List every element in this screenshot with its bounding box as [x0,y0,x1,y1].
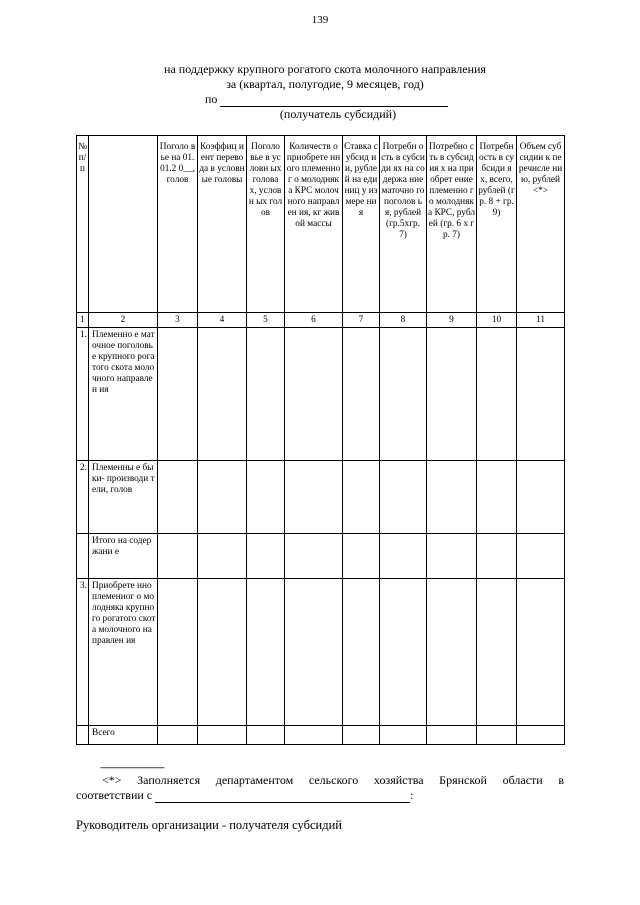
table-row [77,579,565,726]
row-number: 1. [77,328,89,461]
empty-cell [517,726,565,745]
column-header: Потребн ость в субсиди ях на содержа ние маточно го поголов ья, рублей (гр.5хгр. 7) [380,136,427,313]
empty-cell [158,726,198,745]
column-header: Поголо вье в условн ых голова х, условн ых голов [247,136,285,313]
footnote-blank-line [155,790,410,803]
empty-cell [198,461,247,534]
empty-cell [517,328,565,461]
empty-cell [343,461,380,534]
column-number: 9 [427,313,477,328]
column-number: 3 [158,313,198,328]
recipient-blank-line [220,94,448,107]
empty-cell [247,579,285,726]
empty-cell [247,328,285,461]
empty-cell [343,328,380,461]
column-header: Потребно сть в субсидия х на приобрет ение племенно го молодняк а КРС, рублей (гр. 6 х гр. 7) [427,136,477,313]
header-line-2: за (квартал, полугодие, 9 месяцев, год) [226,77,424,91]
empty-cell [380,579,427,726]
column-header: Поголо вье на 01.01.2 0__, голов [158,136,198,313]
empty-cell [517,579,565,726]
column-header: Ставка субсид ии, рублей на единиц у измере ния [343,136,380,313]
empty-cell [198,328,247,461]
column-number: 10 [477,313,517,328]
column-header: Количеств о приобрете нного племенног о молодняка КРС молочного направлен ия, кг живой массы [285,136,343,313]
empty-cell [343,726,380,745]
table-row [77,328,565,461]
column-header: Потребн ость в субсиди ях, всего, рублей (гр. 8 + гр. 9) [477,136,517,313]
empty-cell [343,534,380,579]
footnote-text: <*> Заполняется департаментом сельского хозяйства Брянской области в [102,773,564,787]
column-number: 4 [198,313,247,328]
column-number-row [77,313,565,328]
subsidy-table [76,135,565,745]
empty-cell [247,534,285,579]
empty-cell [198,579,247,726]
empty-cell [517,534,565,579]
row-name: Племенно е маточное поголовье крупного рогатого скота молочного направлен ия [89,328,158,461]
header-line-1: на поддержку крупного рогатого скота молочного направления [164,62,486,76]
empty-cell [427,461,477,534]
row-name: Приобрете нно племенног о молодняка крупного рогатого скота молочного направлен ия [89,579,158,726]
table-row [77,534,565,579]
column-number: 2 [89,313,158,328]
footnote [76,773,564,803]
row-name: Итого на содержани е [89,534,158,579]
empty-cell [198,534,247,579]
row-name: Племенны е быки- производи тели, голов [89,461,158,534]
empty-cell [198,726,247,745]
empty-cell [477,579,517,726]
row-number: 2. [77,461,89,534]
row-number [77,726,89,745]
empty-cell [343,579,380,726]
empty-cell [158,534,198,579]
header-line-3 [0,92,640,107]
footnote-prefix: соответствии с [76,788,153,802]
empty-cell [427,726,477,745]
footnote-separator: -------------------------------- [100,762,164,772]
row-name: Всего [89,726,158,745]
empty-cell [285,579,343,726]
empty-cell [380,726,427,745]
empty-cell [380,534,427,579]
column-number: 8 [380,313,427,328]
column-number: 1 [77,313,89,328]
signature-line: Руководитель организации - получателя субсидий [76,818,342,832]
empty-cell [247,726,285,745]
footnote-text-continued [76,788,564,803]
table-row [77,461,565,534]
page-number: 139 [311,14,329,26]
table-row [77,726,565,745]
column-header: Объем субсидии к перечисле нию, рублей <*> [517,136,565,313]
column-header: № п/п [77,136,89,313]
empty-cell [427,579,477,726]
empty-cell [380,328,427,461]
empty-cell [427,534,477,579]
empty-cell [477,461,517,534]
column-number: 5 [247,313,285,328]
empty-cell [380,461,427,534]
empty-cell [158,579,198,726]
empty-cell [285,461,343,534]
column-number: 11 [517,313,565,328]
header-po-label: по [205,92,218,106]
empty-cell [285,726,343,745]
form-header [0,62,640,122]
empty-cell [285,534,343,579]
empty-cell [158,461,198,534]
empty-cell [517,461,565,534]
recipient-caption: (получатель субсидий) [279,107,397,121]
empty-cell [427,328,477,461]
column-header: Коэффиц иент перевода в условные головы [198,136,247,313]
footnote-suffix: : [410,788,414,802]
empty-cell [158,328,198,461]
empty-cell [477,534,517,579]
row-number [77,534,89,579]
empty-cell [477,328,517,461]
row-number: 3. [77,579,89,726]
column-header [89,136,158,313]
empty-cell [285,328,343,461]
table-header-row [77,136,565,313]
column-number: 7 [343,313,380,328]
empty-cell [247,461,285,534]
column-number: 6 [285,313,343,328]
empty-cell [477,726,517,745]
